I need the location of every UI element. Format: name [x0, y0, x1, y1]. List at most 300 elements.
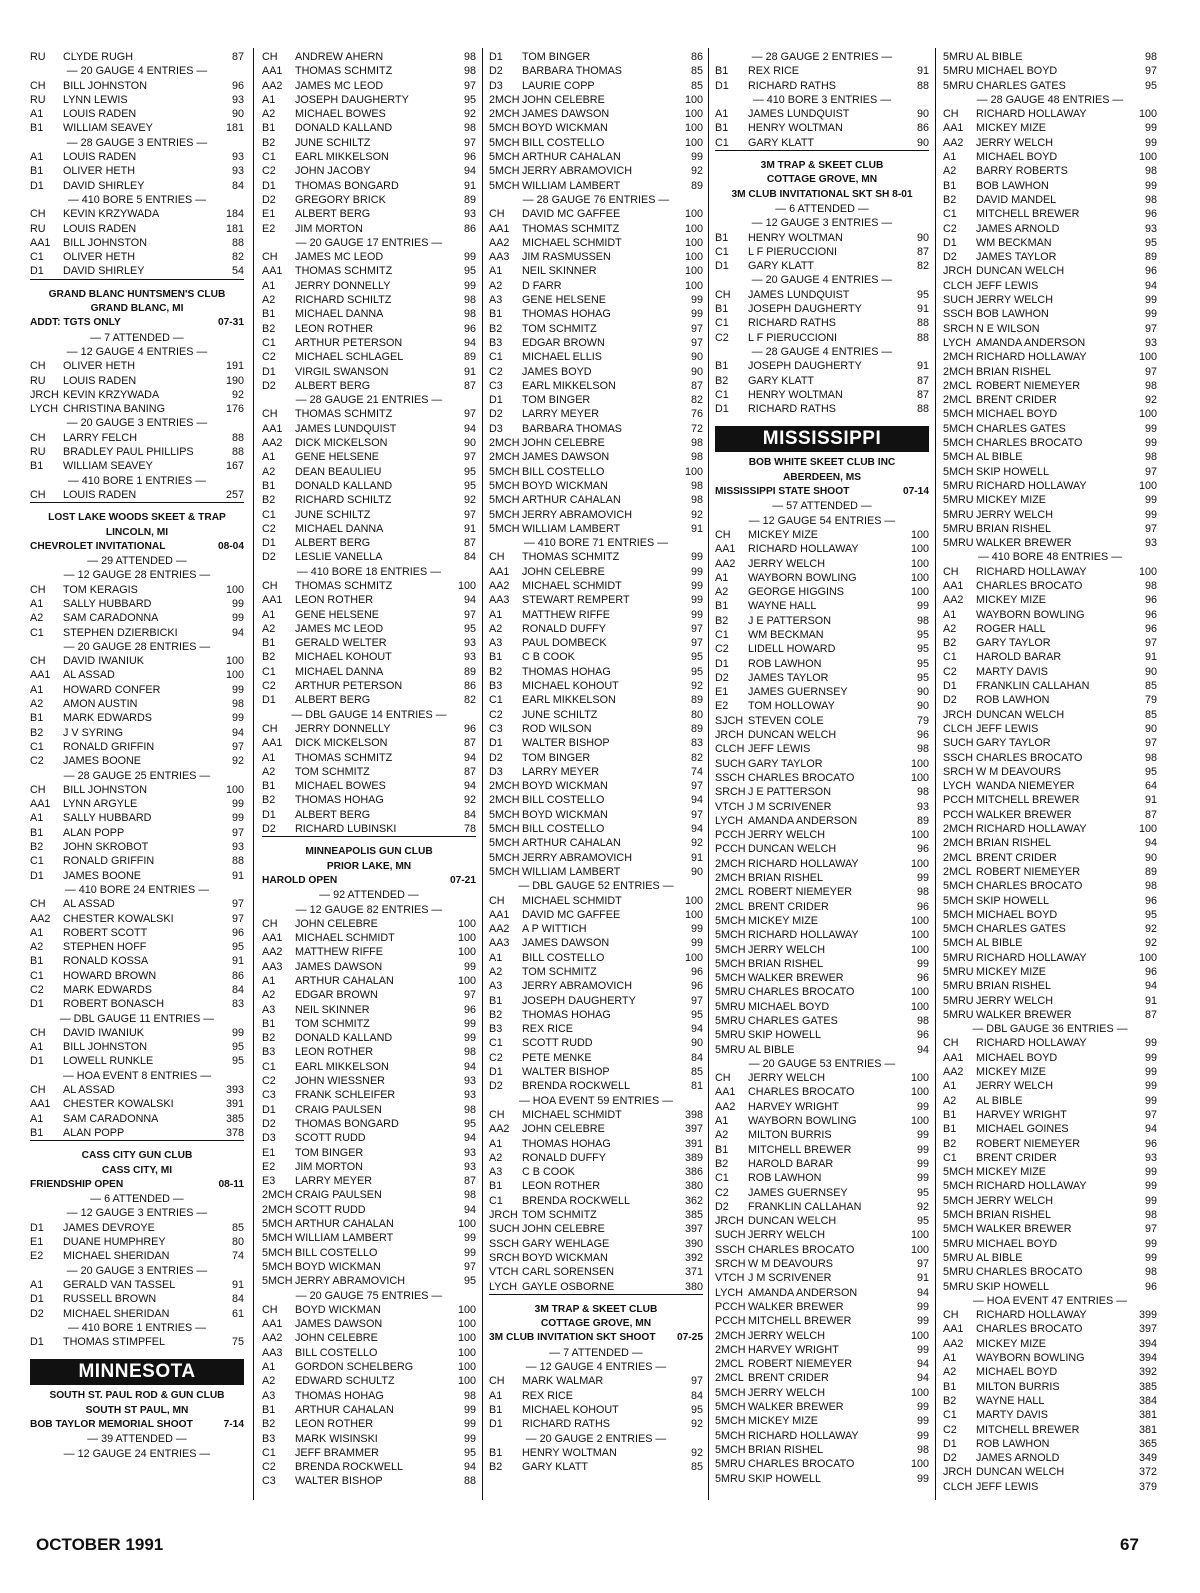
class-code: RU — [30, 222, 46, 235]
score: 95 — [690, 665, 703, 678]
result-row — [715, 1271, 929, 1285]
score: 97 — [1144, 1108, 1157, 1121]
result-row — [262, 307, 476, 321]
shooter-name: GENE HELSENE — [295, 451, 380, 464]
class-code: SUCH — [943, 737, 974, 750]
class-code: CH — [943, 108, 959, 121]
score: 99 — [690, 594, 703, 607]
shooter-name: BILL COSTELLO — [522, 951, 605, 964]
class-code: E1 — [715, 686, 729, 699]
result-row — [715, 557, 929, 571]
class-code: D2 — [489, 408, 503, 421]
class-code: 5MCH — [943, 1166, 974, 1179]
result-row — [30, 1054, 244, 1068]
result-row — [943, 836, 1157, 850]
shooter-name: JEFF LEWIS — [976, 722, 1039, 735]
result-row — [943, 1108, 1157, 1122]
score: 87 — [1144, 808, 1157, 821]
class-code: D1 — [30, 265, 44, 278]
class-code: AA1 — [943, 1323, 964, 1336]
score: 85 — [690, 1461, 703, 1474]
class-code: A3 — [489, 637, 503, 650]
result-row — [943, 1480, 1157, 1494]
score: 389 — [684, 1151, 703, 1164]
class-code: AA2 — [489, 236, 510, 249]
score: 97 — [463, 1260, 476, 1273]
result-row — [715, 1314, 929, 1328]
shooter-name: BRENT CRIDER — [976, 1151, 1057, 1164]
shooter-name: ALBERT BERG — [295, 379, 371, 392]
result-row — [262, 207, 476, 221]
shooter-name: ROB LAWHON — [976, 694, 1050, 707]
result-row — [715, 771, 929, 785]
class-code: AA1 — [262, 265, 283, 278]
shooter-name: BRENT CRIDER — [748, 1372, 829, 1385]
score: 94 — [1144, 1123, 1157, 1136]
shooter-name: THOMAS HOHAG — [522, 1008, 611, 1021]
shooter-name: BILL JOHNSTON — [63, 783, 147, 796]
score: 95 — [916, 643, 929, 656]
shooter-name: JOSEPH DAUGHERTY — [295, 93, 409, 106]
result-row — [943, 1008, 1157, 1022]
score: 92 — [1144, 923, 1157, 936]
shooter-name: MICKEY MIZE — [976, 1066, 1046, 1079]
shooter-name: RICHARD HOLLAWAY — [976, 1037, 1087, 1050]
shooter-name: HARVEY WRIGHT — [748, 1343, 839, 1356]
event-subheading: — 20 GAUGE 4 ENTRIES — — [751, 274, 893, 287]
shooter-name: THOMAS SCHMITZ — [295, 65, 393, 78]
class-code: VTCH — [489, 1266, 519, 1279]
shooter-name: JERRY WELCH — [976, 136, 1053, 149]
score: 96 — [231, 79, 244, 92]
class-code: A2 — [30, 941, 44, 954]
shooter-name: HENRY WOLTMAN — [748, 231, 843, 244]
shooter-name: MICHAEL KOHOUT — [522, 680, 619, 693]
shooter-name: GARY TAYLOR — [748, 757, 823, 770]
score: 95 — [916, 1186, 929, 1199]
shoot-name: 3M CLUB INVITATION SKT SHOOT — [489, 1332, 656, 1344]
result-row — [715, 943, 929, 957]
result-row — [262, 379, 476, 393]
class-code: E2 — [262, 222, 276, 235]
club-info: SOUTH ST. PAUL ROD & GUN CLUB — [49, 1390, 225, 1402]
result-row — [30, 854, 244, 868]
result-row — [489, 1165, 703, 1179]
class-code: A2 — [489, 1151, 503, 1164]
class-code: CH — [262, 408, 278, 421]
class-code: SSCH — [715, 771, 745, 784]
club-name: GRAND BLANC HUNTSMEN'S CLUB — [48, 288, 226, 300]
score: 99 — [1144, 136, 1157, 149]
result-row — [262, 407, 476, 421]
shooter-name: MATTHEW RIFFE — [522, 608, 610, 621]
class-code: C1 — [489, 1194, 503, 1207]
score: 99 — [231, 812, 244, 825]
shooter-name: BARRY ROBERTS — [976, 165, 1068, 178]
result-row — [30, 626, 244, 640]
class-code: B1 — [489, 1403, 503, 1416]
event-subheading: — 6 ATTENDED — — [775, 202, 869, 215]
shooter-name: STEWART REMPERT — [522, 594, 630, 607]
score: 95 — [463, 265, 476, 278]
result-row — [943, 793, 1157, 807]
event-subheading: — 12 GAUGE 4 ENTRIES — — [66, 345, 208, 358]
class-code: C2 — [262, 351, 276, 364]
result-row — [943, 479, 1157, 493]
result-row — [262, 1432, 476, 1446]
class-code: 5MCH — [715, 1401, 746, 1414]
class-code: SJCH — [715, 714, 744, 727]
result-row — [943, 908, 1157, 922]
shooter-name: HENRY WOLTMAN — [748, 122, 843, 135]
score: 99 — [690, 551, 703, 564]
result-row — [489, 736, 703, 750]
event-subheading: — 410 BORE 1 ENTRIES — — [67, 1321, 206, 1334]
shooter-name: DAVID SHIRLEY — [63, 265, 145, 278]
score: 85 — [231, 1221, 244, 1234]
shooter-name: ROBERT NIEMEYER — [976, 379, 1080, 392]
shooter-name: GARY KLATT — [748, 260, 815, 273]
shooter-name: THOMAS SCHMITZ — [522, 551, 620, 564]
score: 99 — [916, 1343, 929, 1356]
shooter-name: BRADLEY PAUL PHILLIPS — [63, 446, 194, 459]
result-row — [489, 922, 703, 936]
score: 88 — [231, 431, 244, 444]
result-row — [262, 121, 476, 135]
class-code: D1 — [489, 394, 503, 407]
score: 98 — [1144, 1209, 1157, 1222]
class-code: A1 — [30, 1041, 44, 1054]
class-code: AA2 — [30, 912, 51, 925]
class-code: D2 — [489, 1080, 503, 1093]
score: 64 — [1144, 780, 1157, 793]
result-row — [943, 579, 1157, 593]
class-code: PCCH — [715, 843, 746, 856]
shooter-name: RICHARD RATHS — [748, 79, 836, 92]
shooter-name: ROBERT NIEMEYER — [976, 1137, 1080, 1150]
class-code: 5MRU — [943, 479, 974, 492]
result-row — [30, 1126, 244, 1141]
shooter-name: MARK EDWARDS — [63, 712, 152, 725]
shooter-name: GEORGE HIGGINS — [748, 586, 844, 599]
class-code: SRCH — [715, 786, 746, 799]
result-row — [262, 422, 476, 436]
class-code: B2 — [262, 1418, 276, 1431]
result-row — [943, 1179, 1157, 1193]
result-row — [262, 1474, 476, 1488]
shooter-name: RONALD KOSSA — [63, 955, 149, 968]
result-row — [30, 459, 244, 473]
result-row — [943, 1137, 1157, 1151]
score: 98 — [916, 1015, 929, 1027]
result-row — [489, 808, 703, 822]
score: 94 — [1144, 980, 1157, 993]
shooter-name: MATTHEW RIFFE — [295, 946, 383, 959]
shooter-name: BOYD WICKMAN — [522, 122, 608, 135]
class-code: 5MCH — [943, 465, 974, 478]
class-code: LYCH — [943, 780, 971, 793]
class-code: D1 — [943, 680, 957, 693]
class-code: SUCH — [715, 757, 746, 770]
shoot-title-row — [262, 874, 476, 888]
result-row — [30, 150, 244, 164]
class-code: B1 — [715, 231, 729, 244]
shooter-name: W M DEAVOURS — [976, 765, 1061, 778]
result-row — [489, 222, 703, 236]
result-row — [489, 994, 703, 1008]
result-row — [489, 64, 703, 78]
shooter-name: LARRY MEYER — [295, 1175, 373, 1188]
score: 99 — [916, 1415, 929, 1428]
shooter-name: MICHAEL BOYD — [748, 1000, 830, 1013]
shooter-name: WAYBORN BOWLING — [748, 1115, 857, 1128]
result-row — [489, 293, 703, 307]
score: 100 — [910, 914, 929, 927]
class-code: AA3 — [489, 937, 510, 950]
score: 99 — [1144, 1066, 1157, 1079]
shooter-name: MICKEY MIZE — [976, 122, 1046, 135]
result-row — [262, 1389, 476, 1403]
shooter-name: HARVEY WRIGHT — [748, 1100, 839, 1113]
shooter-name: GERALD VAN TASSEL — [63, 1278, 176, 1291]
shooter-name: CHARLES BROCATO — [748, 771, 855, 784]
shooter-name: SKIP HOWELL — [976, 465, 1050, 478]
shooter-name: BRENT CRIDER — [976, 394, 1057, 407]
score: 97 — [231, 740, 244, 753]
shooter-name: JERRY WELCH — [976, 508, 1053, 521]
shooter-name: JERRY WELCH — [748, 1072, 825, 1085]
score: 98 — [1144, 165, 1157, 178]
score: 394 — [1138, 1337, 1157, 1350]
class-code: D3 — [262, 1132, 276, 1145]
shooter-name: DAVID SHIRLEY — [63, 179, 145, 192]
shooter-name: MARK WISINSKI — [295, 1432, 378, 1445]
result-row — [262, 779, 476, 793]
shooter-name: ARTHUR PETERSON — [295, 680, 403, 693]
shooter-name: DONALD KALLAND — [295, 479, 393, 492]
shoot-name: MISSISSIPPI STATE SHOOT — [715, 486, 850, 498]
score: 82 — [690, 751, 703, 764]
event-subheading: — 28 GAUGE 25 ENTRIES — — [63, 769, 211, 782]
result-row — [943, 979, 1157, 993]
score: 90 — [916, 686, 929, 699]
result-row — [30, 179, 244, 193]
result-row — [489, 565, 703, 579]
class-code: 5MCH — [489, 508, 520, 521]
result-row — [715, 1472, 929, 1486]
result-row — [489, 622, 703, 636]
shooter-name: JUNE SCHILTZ — [295, 508, 371, 521]
result-row — [30, 1026, 244, 1040]
class-code: C1 — [30, 740, 44, 753]
shooter-name: WM BECKMAN — [976, 236, 1052, 249]
shooter-name: BOYD WICKMAN — [522, 780, 608, 793]
score: 95 — [1144, 79, 1157, 92]
result-row — [943, 322, 1157, 336]
result-row — [715, 316, 929, 330]
score: 100 — [457, 1218, 476, 1231]
club-name: MINNEAPOLIS GUN CLUB — [305, 846, 433, 858]
result-row — [943, 1165, 1157, 1179]
result-row — [943, 1079, 1157, 1093]
result-row — [262, 751, 476, 765]
shooter-name: RUSSELL BROWN — [63, 1293, 157, 1306]
class-code: 5MRU — [715, 1015, 746, 1027]
result-row — [715, 288, 929, 302]
shooter-name: MICHAEL BOWES — [295, 108, 386, 121]
shooter-name: LOUIS RADEN — [63, 222, 137, 235]
score: 97 — [690, 336, 703, 349]
result-row — [489, 722, 703, 736]
class-code: C1 — [489, 351, 503, 364]
score: 88 — [231, 236, 244, 249]
result-row — [715, 1171, 929, 1185]
score: 90 — [231, 108, 244, 121]
class-code: SRCH — [489, 1251, 520, 1264]
class-code: 2MCH — [943, 365, 974, 378]
score: 99 — [463, 1232, 476, 1245]
score: 94 — [231, 626, 244, 639]
result-row — [943, 1151, 1157, 1165]
score: 91 — [1144, 651, 1157, 664]
shooter-name: OLIVER HETH — [63, 251, 135, 264]
shoot-name: HAROLD OPEN — [262, 874, 338, 886]
result-row — [30, 969, 244, 983]
result-row — [262, 1017, 476, 1031]
class-code: AA2 — [943, 594, 964, 607]
result-row — [30, 697, 244, 711]
result-row — [715, 971, 929, 985]
class-code: CLCH — [943, 1480, 973, 1493]
shooter-name: CHARLES BROCATO — [976, 1266, 1083, 1279]
shooter-name: BOYD WICKMAN — [295, 1303, 381, 1316]
result-row — [262, 1460, 476, 1474]
result-row — [715, 1443, 929, 1457]
class-code: AA2 — [489, 923, 510, 936]
class-code: AA1 — [30, 236, 51, 249]
score: 98 — [1144, 880, 1157, 893]
result-row — [943, 207, 1157, 221]
event-subheading: — 28 GAUGE 3 ENTRIES — — [66, 136, 208, 149]
shooter-name: DUNCAN WELCH — [976, 708, 1065, 721]
score: 100 — [910, 1458, 929, 1471]
result-row — [943, 1308, 1157, 1322]
result-row — [715, 885, 929, 899]
shooter-name: JOSEPH DAUGHERTY — [748, 360, 862, 373]
class-code: D2 — [715, 671, 729, 684]
result-row — [489, 693, 703, 707]
class-code: 5MCH — [943, 1223, 974, 1236]
score: 397 — [1138, 1323, 1157, 1336]
class-code: C2 — [489, 365, 503, 378]
score: 84 — [690, 1051, 703, 1064]
result-row — [30, 997, 244, 1011]
shooter-name: ALBERT BERG — [295, 537, 371, 550]
score: 100 — [457, 1318, 476, 1331]
result-row — [943, 236, 1157, 250]
result-row — [30, 1040, 244, 1054]
score: 371 — [684, 1266, 703, 1279]
class-code: CH — [489, 1375, 505, 1388]
result-row — [262, 1274, 476, 1288]
result-row — [489, 751, 703, 765]
score: 98 — [463, 1103, 476, 1116]
shooter-name: THOMAS HOHAG — [522, 665, 611, 678]
result-row — [262, 1203, 476, 1217]
score: 97 — [231, 912, 244, 925]
score: 92 — [1144, 394, 1157, 407]
shooter-name: DONALD KALLAND — [295, 1032, 393, 1045]
score: 100 — [457, 1332, 476, 1345]
score: 91 — [916, 1272, 929, 1285]
result-row — [489, 822, 703, 836]
shooter-name: GARY KLATT — [522, 1461, 589, 1474]
score: 380 — [684, 1180, 703, 1193]
shooter-name: JERRY WELCH — [748, 557, 825, 570]
shooter-name: JERRY DONNELLY — [295, 722, 391, 735]
shooter-name: TOM SCHMITZ — [522, 1209, 597, 1222]
event-subheading: — 410 BORE 1 ENTRIES — — [67, 474, 206, 487]
class-code: B2 — [262, 651, 276, 664]
class-code: 5MCH — [943, 894, 974, 907]
shooter-name: CHRISTINA BANING — [63, 403, 165, 416]
shooter-name: MITCHELL BREWER — [976, 1423, 1080, 1436]
result-row — [30, 236, 244, 250]
result-row — [943, 465, 1157, 479]
shooter-name: JAMES TAYLOR — [976, 251, 1057, 264]
class-code: SRCH — [715, 1258, 746, 1271]
shooter-name: DUNCAN WELCH — [976, 1466, 1065, 1479]
score: 91 — [916, 360, 929, 373]
score: 97 — [1144, 737, 1157, 750]
shooter-name: ARTHUR CAHALAN — [522, 151, 621, 164]
shooter-name: BILL COSTELLO — [295, 1346, 378, 1359]
shooter-name: MICHAEL SCHMIDT — [295, 932, 395, 945]
class-code: AA1 — [30, 669, 51, 682]
shooter-name: ROBERT BONASCH — [63, 998, 164, 1011]
class-code: A2 — [943, 622, 957, 635]
score: 92 — [463, 494, 476, 507]
score: 94 — [463, 336, 476, 349]
result-row — [943, 1265, 1157, 1279]
score: 97 — [690, 994, 703, 1007]
shooter-name: KEVIN KRZYWADA — [63, 208, 160, 221]
result-row — [262, 765, 476, 779]
shooter-name: ARTHUR CAHALAN — [522, 837, 621, 850]
class-code: D1 — [489, 51, 503, 63]
score: 386 — [684, 1166, 703, 1179]
class-code: 5MCH — [715, 1386, 746, 1399]
shooter-name: RICHARD HOLLAWAY — [976, 951, 1087, 964]
score: 94 — [463, 780, 476, 793]
score: 98 — [463, 1189, 476, 1202]
result-row — [262, 1088, 476, 1102]
class-code: 5MCH — [715, 1415, 746, 1428]
shooter-name: J M SCRIVENER — [748, 800, 832, 813]
class-code: A2 — [943, 165, 957, 178]
class-code: D3 — [489, 765, 503, 778]
event-subheading: — 28 GAUGE 4 ENTRIES — — [751, 345, 893, 358]
result-row — [715, 1028, 929, 1042]
result-row — [489, 650, 703, 664]
class-code: 5MCH — [489, 837, 520, 850]
score: 391 — [684, 1137, 703, 1150]
score: 96 — [916, 1029, 929, 1042]
result-row — [30, 869, 244, 883]
score: 93 — [916, 800, 929, 813]
class-code: CLCH — [943, 722, 973, 735]
shooter-name: AL BIBLE — [976, 1094, 1023, 1107]
